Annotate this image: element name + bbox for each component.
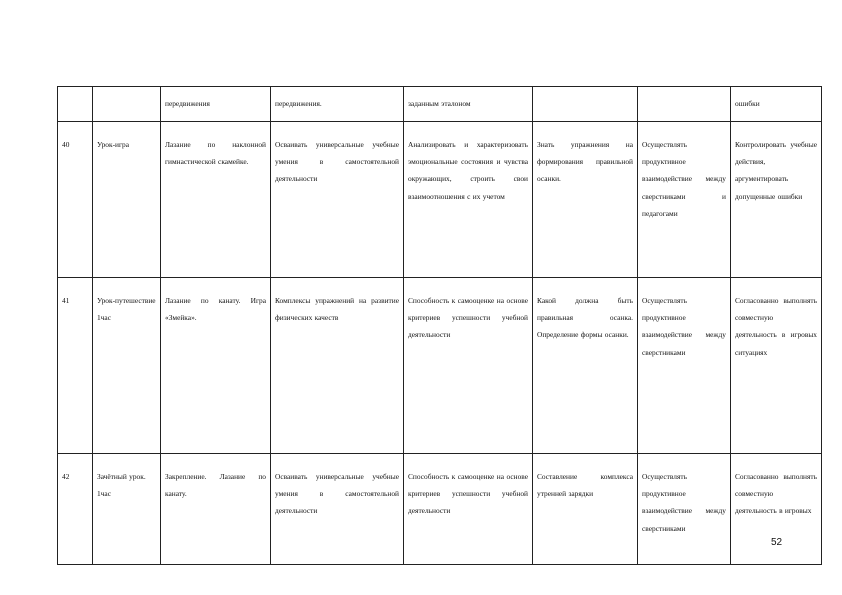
table-row [58, 454, 822, 565]
table-cell: Какой должна быть правильная осанка. Определение формы осанки. [533, 278, 638, 454]
lesson-number-cell: 41 [58, 278, 93, 454]
lesson-plan-table [57, 86, 822, 565]
table-cell: Знать упражнения на формирования правильной осанки. [533, 122, 638, 278]
lesson-number-cell: 40 [58, 122, 93, 278]
table-cell: Комплексы упражнений на развитие физических качеств [271, 278, 404, 454]
table-cell: Осуществлять продуктивное взаимодействие между сверстниками [638, 278, 731, 454]
table-cell: заданным эталоном [404, 87, 533, 122]
table-cell [638, 87, 731, 122]
lesson-type-cell: Зачётный урок. 1час [93, 454, 161, 565]
lesson-type-cell: Урок-игра [93, 122, 161, 278]
table-cell: Согласованно выполнять совместную деятельность в игровых ситуациях [731, 278, 822, 454]
table-row [58, 122, 822, 278]
table-cell: Осуществлять продуктивное взаимодействие между сверстниками и педагогами [638, 122, 731, 278]
lesson-topic-cell: Лазание по канату. Игра «Змейка». [161, 278, 271, 454]
table-cell: Анализировать и характеризовать эмоциональные состояния и чувства окружающих, строить свои взаимоотношения с их учетом [404, 122, 533, 278]
table-cell: Осуществлять продуктивное взаимодействие между сверстниками [638, 454, 731, 565]
table-cell: передвижения [161, 87, 271, 122]
table-cell: ошибки [731, 87, 822, 122]
table-cell [58, 87, 93, 122]
lesson-topic-cell: Закрепление. Лазание по канату. [161, 454, 271, 565]
table-cell: Способность к самооценке на основе критериев успешности учебной деятельности [404, 278, 533, 454]
table-cell: Осваивать универсальные учебные умения в самостоятельной деятельности [271, 122, 404, 278]
table-cell [533, 87, 638, 122]
lesson-topic-cell: Лазание по наклонной гимнастической скамейке. [161, 122, 271, 278]
table-cell: Осваивать универсальные учебные умения в самостоятельной деятельности [271, 454, 404, 565]
lesson-number-cell: 42 [58, 454, 93, 565]
table-cell: Составление комплекса утренней зарядки [533, 454, 638, 565]
table-cell: Согласованно выполнять совместную деятельность в игровых [731, 454, 822, 565]
lesson-type-cell: Урок-путешествие 1час [93, 278, 161, 454]
table-cell: передвижения. [271, 87, 404, 122]
table-cell [93, 87, 161, 122]
table-row [58, 278, 822, 454]
table-cell: Способность к самооценке на основе критериев успешности учебной деятельности [404, 454, 533, 565]
page-number: 52 [771, 537, 783, 548]
table-row [58, 87, 822, 122]
table-cell: Контролировать учебные действия, аргументировать допущенные ошибки [731, 122, 822, 278]
